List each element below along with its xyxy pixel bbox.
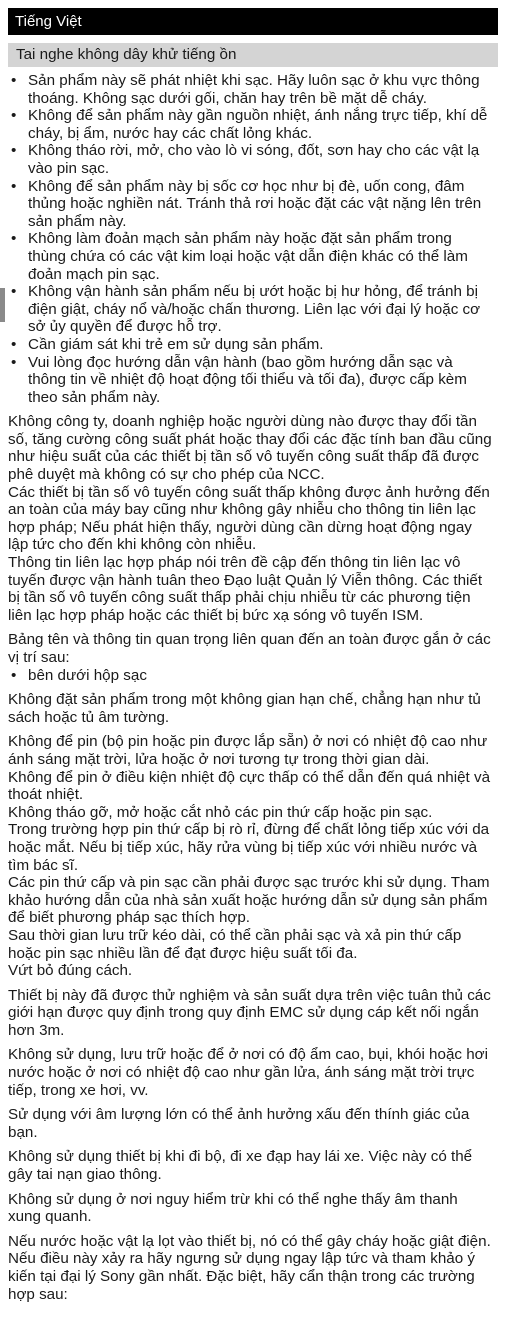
ncc-paragraph: Không công ty, doanh nghiệp hoặc người dùng nào được thay đổi tần số, tăng cường công suất phát hoặc thay đổi các đặc tính ban đầu cũng như hiệu suất của các thiết bị tần số vô tuyến công suất thấp đã được phê duyệt mà không có sự cho phép của NCC. [8, 413, 492, 484]
bullet-item: • Vui lòng đọc hướng dẫn vận hành (bao gồm hướng dẫn sạc và thông tin về nhiệt độ hoạt động tối thiểu và tối đa), được cấp kèm theo sản phẩm này. [8, 354, 498, 407]
emc-paragraph: Thiết bị này đã được thử nghiệm và sản suất dựa trên việc tuân thủ các giới hạn được quy định trong quy định EMC sử dụng cáp kết nối ngắn hơn 3m. [8, 986, 491, 1039]
bullet-item: • Sản phẩm này sẽ phát nhiệt khi sạc. Hãy luôn sạc ở khu vực thông thoáng. Không sạc dưới gối, chăn hay trên bề mặt dễ cháy. [8, 72, 498, 107]
bullet-item: • Không vận hành sản phẩm nếu bị ướt hoặc bị hư hỏng, để tránh bị điện giật, cháy nổ và/hoặc chấn thương. Liên lạc với đại lý hoặc cơ sở ủy quyền để được hỗ trợ. [8, 283, 498, 336]
nameplate-location-list [8, 667, 498, 685]
battery-paragraph: Các pin thứ cấp và pin sạc cần phải được sạc trước khi sử dụng. Tham khảo hướng dẫn của nhà sản xuất hoặc hướng dẫn sử dụng sản phẩm để biết phương pháp sạc thích hợp. [8, 874, 490, 927]
bullet-item: • Không tháo rời, mở, cho vào lò vi sóng, đốt, sơn hay cho các vật lạ vào pin sạc. [8, 142, 498, 177]
bullet-item: • Không để sản phẩm này gần nguồn nhiệt, ánh nắng trực tiếp, khí dễ cháy, bị ẩm, nước hay các chất lỏng khác. [8, 107, 498, 142]
section-title: Tai nghe không dây khử tiếng ồn [8, 43, 498, 67]
battery-paragraph: Sau thời gian lưu trữ kéo dài, có thể cần phải sạc và xả pin thứ cấp hoặc pin sạc nhiều lần để đạt được hiệu suất tối đa. [8, 926, 462, 962]
ncc-paragraph: Thông tin liên lạc hợp pháp nói trên đề cập đến thông tin liên lạc vô tuyến được vận hành tuân theo Đạo luật Quản lý Viễn thông. Các thiết bị tần số vô tuyến công suất thấp phải chịu nhiễu từ các phương tiện liên lạc hợp pháp hoặc các thiết bị bức xạ sóng vô tuyến ISM. [8, 554, 483, 624]
nameplate-location-item: • bên dưới hộp sạc [8, 667, 498, 685]
bullet-item: • Cần giám sát khi trẻ em sử dụng sản phẩm. [8, 336, 498, 354]
traffic-paragraph: Không sử dụng thiết bị khi đi bộ, đi xe đạp hay lái xe. Việc này có thể gây tai nạn giao thông. [8, 1148, 473, 1184]
confined-space-paragraph: Không đặt sản phẩm trong một không gian hạn chế, chẳng hạn như tủ sách hoặc tủ âm tường. [8, 691, 481, 726]
bullet-item: • Không để sản phẩm này bị sốc cơ học như bị đè, uốn cong, đâm thủng hoặc nghiền nát. Tránh thả rơi hoặc đặt các vật nặng lên trên sản phẩm này. [8, 178, 498, 231]
page-edge-marker [0, 288, 5, 322]
battery-paragraph: Trong trường hợp pin thứ cấp bị rò rỉ, đừng để chất lỏng tiếp xúc với da hoặc mắt. Nếu bị tiếp xúc, hãy rửa vùng bị tiếp xúc với nhiều nước và tìm bác sĩ. [8, 821, 490, 874]
danger-paragraph: Không sử dụng ở nơi nguy hiểm trừ khi có thể nghe thấy âm thanh xung quanh. [8, 1190, 458, 1226]
safety-bullet-list [8, 72, 498, 406]
humidity-paragraph: Không sử dụng, lưu trữ hoặc để ở nơi có độ ẩm cao, bụi, khói hoặc hơi nước hoặc ở nơi có nhiệt độ cao như gần lửa, ánh sáng mặt trời trực tiếp, trong xe hơi, vv. [8, 1046, 488, 1099]
volume-paragraph: Sử dụng với âm lượng lớn có thể ảnh hưởng xấu đến thính giác của bạn. [8, 1106, 470, 1141]
nameplate-intro: Bảng tên và thông tin quan trọng liên quan đến an toàn được gắn ở các vị trí sau: [8, 631, 491, 666]
water-paragraph: Nếu nước hoặc vật lạ lọt vào thiết bị, nó có thể gây cháy hoặc giật điện. Nếu điều này xảy ra hãy ngưng sử dụng ngay lập tức và tham khảo ý kiến tại đại lý Sony gần nhất. Đặc biệt, hãy cẩn thận trong các trường hợp sau: [8, 1232, 491, 1303]
bullet-item: • Không làm đoản mạch sản phẩm này hoặc đặt sản phẩm trong thùng chứa có các vật kim loại hoặc vật dẫn điện khác có thể làm đoản mạch pin sạc. [8, 230, 498, 283]
language-header: Tiếng Việt [8, 8, 498, 35]
ncc-paragraph: Các thiết bị tần số vô tuyến công suất thấp không được ảnh hưởng đến an toàn của máy bay cũng như không gây nhiễu cho thông tin liên lạc hợp pháp; Nếu phát hiện thấy, người dùng cần dừng hoạt động ngay lập tức cho đến khi không còn nhiễu. [8, 483, 490, 554]
battery-paragraph: Không tháo gỡ, mở hoặc cắt nhỏ các pin thứ cấp hoặc pin sạc. [8, 803, 433, 821]
manual-content [8, 43, 498, 1303]
battery-paragraph: Không để pin (bộ pin hoặc pin được lắp sẵn) ở nơi có nhiệt độ cao như ánh sáng mặt trời, lửa hoặc ở nơi tương tự trong thời gian dài. [8, 733, 488, 768]
battery-paragraph: Không để pin ở điều kiện nhiệt độ cực thấp có thể dẫn đến quá nhiệt và thoát nhiệt. [8, 768, 491, 804]
battery-paragraph: Vứt bỏ đúng cách. [8, 962, 133, 980]
